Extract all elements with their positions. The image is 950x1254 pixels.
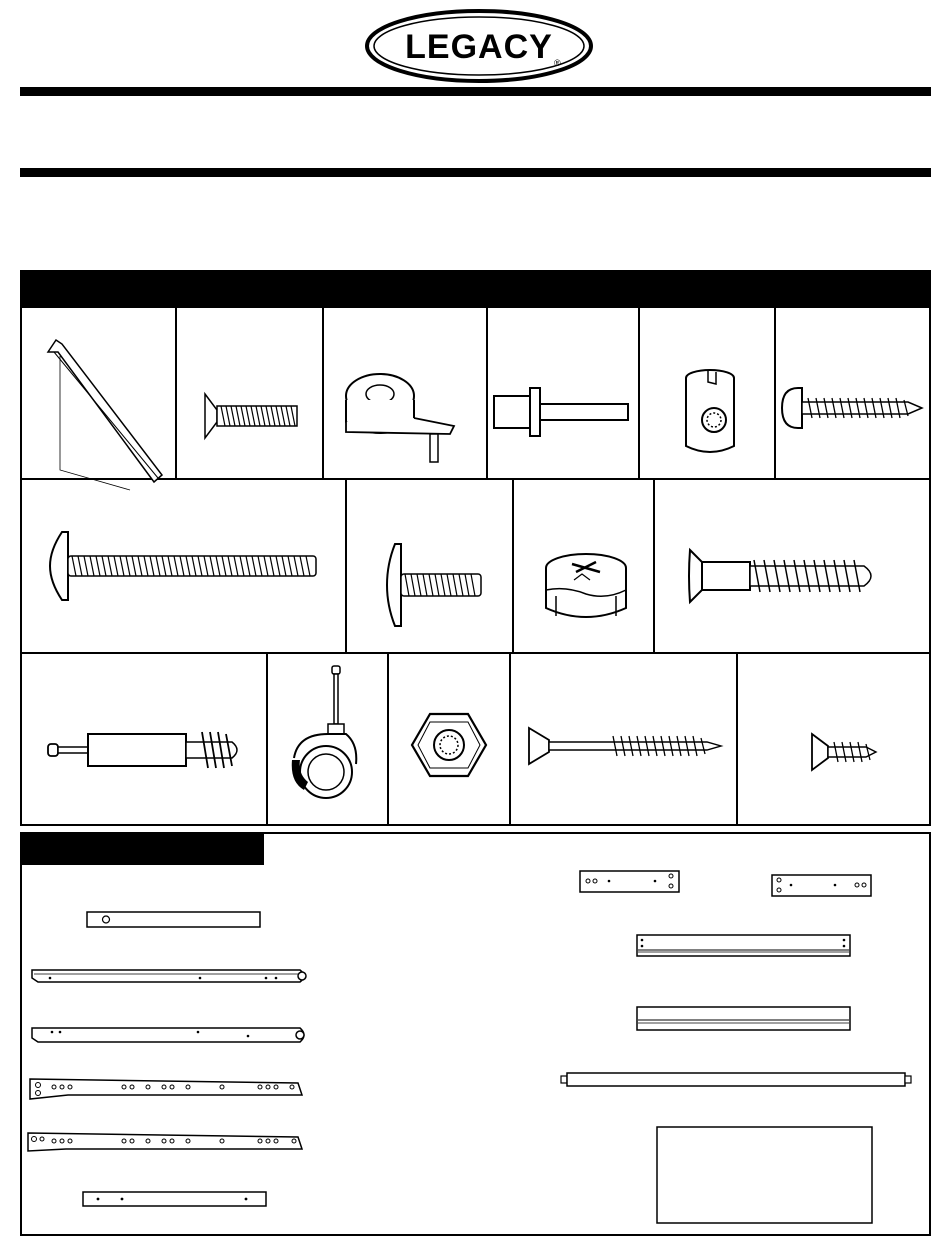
- col-divider: [512, 480, 514, 652]
- small-bracket-plate-icon: [579, 870, 681, 894]
- col-divider: [653, 480, 655, 652]
- shelf-support-clip-icon: [340, 372, 460, 467]
- barrel-nut-icon: [682, 368, 742, 458]
- col-divider: [736, 654, 738, 824]
- panel-board-icon: [656, 1126, 876, 1226]
- drawer-slide-channel-icon: [26, 1131, 306, 1155]
- col-divider: [175, 308, 177, 478]
- short-truss-head-bolt-icon: [385, 542, 485, 628]
- hex-nut-icon: [410, 712, 488, 778]
- drawer-slide-channel-icon: [28, 1077, 306, 1101]
- grooved-rail-icon: [636, 934, 852, 958]
- flat-head-bolt-icon: [203, 392, 303, 442]
- row-divider: [20, 652, 931, 654]
- long-wood-screw-icon: [527, 726, 723, 766]
- drawer-slide-rail-icon: [30, 966, 310, 986]
- dowel-pin-icon: [492, 384, 632, 440]
- cam-bolt-icon: [46, 728, 242, 772]
- col-divider: [387, 654, 389, 824]
- small-bracket-plate-icon: [771, 874, 873, 898]
- cam-lock-icon: [536, 550, 636, 630]
- grooved-rail-icon: [636, 1006, 852, 1032]
- col-divider: [322, 308, 324, 478]
- col-divider: [266, 654, 268, 824]
- document-subtitle: [40, 205, 910, 235]
- drawer-slide-rail-icon: [30, 1024, 310, 1046]
- col-divider: [774, 308, 776, 478]
- second-rule: [20, 168, 931, 177]
- col-divider: [345, 480, 347, 652]
- short-wood-screw-icon: [810, 732, 878, 772]
- allen-wrench-icon: [40, 330, 170, 490]
- document-title: [40, 120, 910, 150]
- long-rod-icon: [560, 1071, 912, 1089]
- parts-header-bar: [22, 834, 264, 865]
- short-bar-with-hole-icon: [86, 911, 262, 929]
- col-divider: [638, 308, 640, 478]
- hardware-header-bar: [20, 270, 931, 308]
- drilled-strip-icon: [82, 1191, 268, 1209]
- logo-mark: ®: [554, 58, 561, 68]
- caster-wheel-icon: [288, 664, 364, 800]
- connector-bolt-icon: [688, 548, 880, 604]
- top-rule: [20, 87, 931, 96]
- pan-head-screw-icon: [780, 386, 925, 432]
- legacy-logo: [364, 8, 594, 84]
- logo-text: LEGACY: [405, 28, 553, 66]
- col-divider: [486, 308, 488, 478]
- col-divider: [509, 654, 511, 824]
- long-truss-head-bolt-icon: [48, 530, 320, 602]
